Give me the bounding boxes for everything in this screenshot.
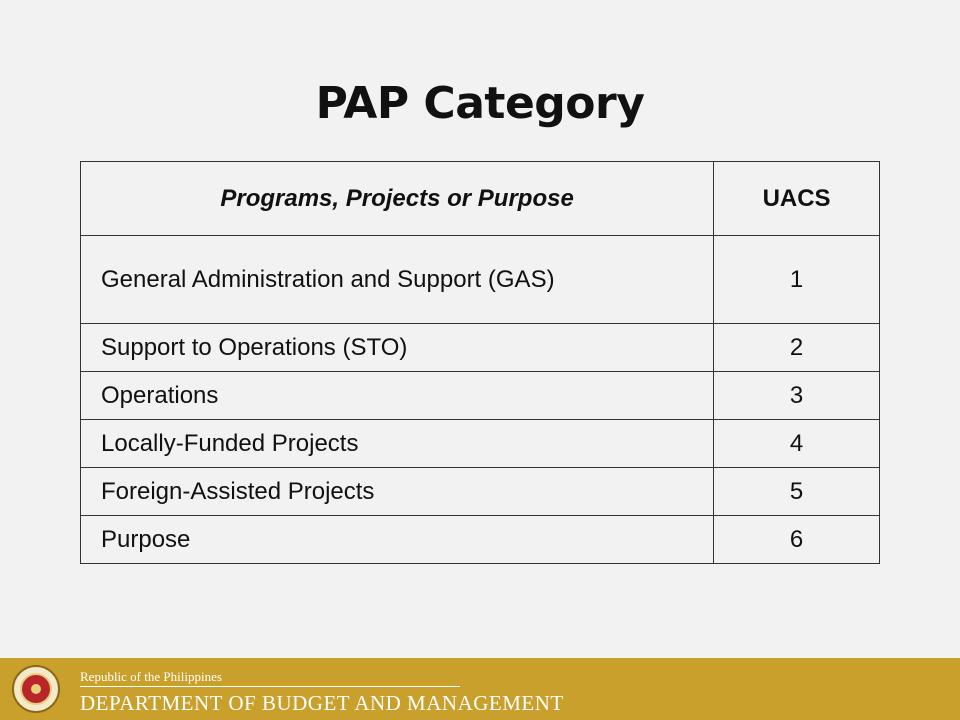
republic-label: Republic of the Philippines (80, 669, 222, 684)
table-header-row (81, 162, 880, 236)
row-uacs: 1 (714, 236, 880, 324)
department-name: DEPARTMENT OF BUDGET AND MANAGEMENT (80, 691, 564, 715)
table-row (81, 324, 880, 372)
row-name: Support to Operations (STO) (81, 324, 714, 372)
header-programs: Programs, Projects or Purpose (81, 162, 714, 236)
table-row (81, 516, 880, 564)
government-seal-icon (12, 665, 60, 713)
row-uacs: 3 (714, 372, 880, 420)
table-row (81, 468, 880, 516)
row-uacs: 6 (714, 516, 880, 564)
footer-divider (80, 686, 460, 687)
footer-banner (0, 658, 960, 720)
table-row (81, 236, 880, 324)
row-name: General Administration and Support (GAS) (81, 236, 714, 324)
row-uacs: 5 (714, 468, 880, 516)
slide-title: PAP Category (315, 78, 645, 129)
row-name: Locally-Funded Projects (81, 420, 714, 468)
table-row (81, 420, 880, 468)
pap-category-table (80, 161, 880, 564)
row-name: Purpose (81, 516, 714, 564)
row-uacs: 2 (714, 324, 880, 372)
row-name: Foreign-Assisted Projects (81, 468, 714, 516)
row-name: Operations (81, 372, 714, 420)
table-row (81, 372, 880, 420)
row-uacs: 4 (714, 420, 880, 468)
header-uacs: UACS (714, 162, 880, 236)
